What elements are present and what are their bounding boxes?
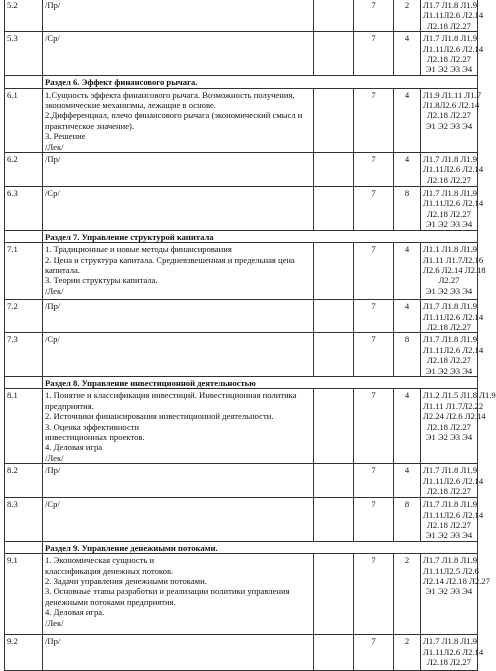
literature-line: Л1.7 Л1.8 Л1.9 [423,334,478,345]
content-line: 3. Решение [45,131,86,142]
empty-cell [314,243,354,300]
topic-number: 6.2 [5,153,43,187]
empty-cell [314,333,354,377]
topic-number: 5.2 [5,0,43,32]
literature-line: Э1 Э2 Э3 Э4 [425,120,473,131]
section-title: Раздел 8. Управление инвестиционной деятельностью [43,376,478,388]
topic-content [43,635,314,671]
literature-line: Л2.18 Л2.27 [427,20,471,31]
literature-line: Л2.27 [438,275,460,286]
hours-value: 4 [394,243,421,300]
content-line: 2. Задачи управления денежными потоками. [45,576,207,587]
literature-line: Л1.11 Л1.7Л2.16 [423,254,484,265]
content-line: 1. Экономическая сущность и [45,555,155,566]
topic-number: 9.1 [5,554,43,635]
literature-line: Л2.18 Л2.27 [427,321,471,332]
content-line: 3. Основные этапы разработки и реализации политики управления [45,586,290,597]
content-line: /Пр/ [45,636,61,647]
literature-refs [421,0,484,32]
topic-content [43,300,314,333]
semester-value: 7 [354,333,394,377]
content-line: капитала. [45,264,80,275]
literature-line: Л2.24 Л2.6 Л2.14 [423,411,486,422]
table-row [5,389,478,464]
literature-refs [421,333,484,377]
literature-line: Л2.18 Л2.27 [427,657,471,668]
empty-cell [314,300,354,333]
literature-line: Л1.11Л2.6 Л2.14 [423,198,484,209]
literature-refs [421,153,484,187]
literature-line: Л1.11Л2.6 Л2.14 [423,646,484,657]
empty-cell [314,32,354,76]
literature-refs [421,389,496,464]
literature-line: Л2.6 Л2.14 Л2.18 [423,264,486,275]
content-line: 4. Деловая игра [45,442,103,453]
table-row [5,635,478,671]
literature-line: Л1.7 Л1.8 Л1.9 [423,188,478,199]
literature-line: Л1.11Л2.5 Л2.6 [423,565,479,576]
literature-line: Л1.8Л2.6 Л2.14 [423,100,480,111]
literature-line: Л1.11Л2.6 Л2.14 [423,311,484,322]
table-row [5,300,478,333]
content-line: /Ср/ [45,499,60,510]
literature-line: Л2.18 Л2.27 [427,54,471,65]
literature-line: Э1 Э2 Э3 Э4 [425,530,473,541]
literature-refs [421,464,484,498]
content-line: /Ср/ [45,33,60,44]
literature-line: Л2.18 Л2.27 [427,110,471,121]
content-line: /Лек/ [45,141,64,152]
literature-line: Э1 Э2 Э3 Э4 [425,586,473,597]
empty-cell [314,187,354,231]
topic-number: 5.3 [5,32,43,76]
literature-line: Э1 Э2 Э3 Э4 [425,285,473,296]
literature-refs [421,243,486,300]
hours-value: 8 [394,333,421,377]
table-row [5,88,478,152]
table-row [5,333,478,377]
empty-cell [314,389,354,464]
literature-line: Л1.7 Л1.8 Л1.9 [423,33,478,44]
empty-cell [314,635,354,671]
content-line: /Лек/ [45,617,64,628]
semester-value: 7 [354,498,394,542]
table-row [5,187,478,231]
table-row [5,498,478,542]
topic-number: 8.3 [5,498,43,542]
topic-content [43,153,314,187]
content-line: /Пр/ [45,0,61,10]
topic-content [43,88,314,152]
literature-line: Л1.7 Л1.8 Л1.9 [423,636,478,647]
topic-number: 6.1 [5,88,43,152]
content-line: денежными потоками предприятия. [45,596,176,607]
semester-value: 7 [354,300,394,333]
semester-value: 7 [354,635,394,671]
empty-cell [314,464,354,498]
hours-value: 4 [394,464,421,498]
section-title: Раздел 6. Эффект финансового рычага. [43,76,478,88]
content-line: /Лек/ [45,285,64,296]
semester-value: 7 [354,153,394,187]
empty-cell [314,88,354,152]
section-number-cell [5,541,43,553]
topic-number: 8.1 [5,389,43,464]
literature-line: Л1.1 Л1.8 Л1.9 [423,244,478,255]
empty-cell [314,0,354,32]
content-line: 1. Традиционные и новые методы финансирования [45,244,232,255]
table-row [5,243,478,300]
table-body [5,0,496,671]
content-line: 3. Оценка эффективности [45,421,140,432]
section-number-cell [5,76,43,88]
hours-value: 4 [394,389,421,464]
topic-content [43,389,314,464]
literature-refs [421,32,484,76]
literature-line: Л1.11 Л1.7Л2.22 [423,400,484,411]
content-line: 2.Дифференциал, плечо финансового рычага (экономический смысл и [45,110,303,121]
content-line: инвестиционных проектов. [45,431,145,442]
table-row [5,153,478,187]
literature-line: Л2.14 Л2.18 Л2.27 [423,576,490,587]
semester-value: 7 [354,187,394,231]
content-line: 2. Цена и структура капитала. Средневзвешенная и предельная цена [45,254,295,265]
literature-refs [421,554,490,635]
literature-line: Л1.7 Л1.8 Л1.9 [423,154,478,165]
section-number-cell [5,376,43,388]
content-line: /Пр/ [45,154,61,165]
literature-line: Л2.18 Л2.27 [427,421,471,432]
content-line: 1. Понятие и классификация инвестиций. Инвестиционная политика [45,390,297,401]
topic-number: 7.2 [5,300,43,333]
topic-number: 7.1 [5,243,43,300]
hours-value: 4 [394,153,421,187]
semester-value: 7 [354,243,394,300]
literature-line: Л2.18 Л2.27 [427,520,471,530]
literature-refs [421,498,484,542]
literature-line: Э1 Э2 Э3 Э4 [425,431,473,442]
hours-value: 8 [394,498,421,542]
semester-value: 7 [354,389,394,464]
topic-number: 9.2 [5,635,43,671]
hours-value: 4 [394,300,421,333]
table-row [5,0,478,32]
literature-line: Л1.11Л2.6 Л2.14 [423,43,484,54]
literature-line: Л1.11Л2.6 Л2.14 [423,509,484,520]
content-line: /Ср/ [45,334,60,345]
literature-line: Л2.18 Л2.27 [427,208,471,219]
section-header-row [5,376,478,388]
hours-value: 2 [394,0,421,32]
literature-line: Л1.11Л2.6 Л2.14 [423,344,484,355]
literature-line: Л1.7 Л1.8 Л1.9 [423,0,478,10]
content-line: 1.Сущность эффекта финансового рычага. Возможность получения, [45,89,295,100]
table-row [5,464,478,498]
content-line: 4. Деловая игра. [45,607,105,618]
literature-line: Л1.11Л2.6 Л2.14 [423,164,484,175]
content-line: /Пр/ [45,301,61,312]
empty-cell [314,554,354,635]
section-header-row [5,541,478,553]
literature-line: Э1 Э2 Э3 Э4 [425,219,473,230]
empty-cell [314,498,354,542]
topic-number: 6.3 [5,187,43,231]
literature-line: Л1.11Л2.6 Л2.14 [423,475,484,486]
content-line: предприятия. [45,400,94,411]
topic-number: 8.2 [5,464,43,498]
literature-line: Л1.9 Л1.11 Л1.7 [423,89,481,100]
literature-line: Л2.18 Л2.27 [427,355,471,366]
hours-value: 2 [394,554,421,635]
literature-refs [421,635,484,671]
topic-content [43,464,314,498]
content-line: 3. Теории структуры капитала. [45,275,158,286]
semester-value: 7 [354,464,394,498]
semester-value: 7 [354,554,394,635]
hours-value: 4 [394,88,421,152]
topic-content [43,243,314,300]
topic-content [43,32,314,76]
section-header-row [5,230,478,242]
section-title: Раздел 9. Управление денежными потоками. [43,541,478,553]
topic-content [43,554,314,635]
literature-line: Л1.2 Л1.5 Л1.8 Л1.9 [423,390,496,401]
content-line: классификация денежных потоков. [45,565,174,576]
literature-refs [421,300,484,333]
topic-content [43,187,314,231]
literature-refs [421,187,484,231]
literature-line: Л1.11Л2.6 Л2.14 [423,10,484,21]
hours-value: 2 [394,635,421,671]
curriculum-table [4,0,496,671]
section-number-cell [5,230,43,242]
topic-number: 7.3 [5,333,43,377]
literature-line: Л1.7 Л1.8 Л1.9 [423,465,478,476]
content-line: /Пр/ [45,465,61,476]
literature-line: Л2.18 Л2.27 [427,174,471,185]
content-line: /Лек/ [45,452,64,463]
semester-value: 7 [354,32,394,76]
table-row [5,554,478,635]
content-line: 2. Источники финансирования инвестиционной деятельности. [45,411,274,422]
table-row [5,32,478,76]
literature-line: Л1.7 Л1.8 Л1.9 [423,301,478,312]
literature-line: Л1.7 Л1.8 Л1.9 [423,555,478,566]
content-line: экономические механизмы, лежащие в основе. [45,100,216,111]
hours-value: 4 [394,32,421,76]
content-line: практическое значение). [45,120,135,131]
topic-content [43,333,314,377]
hours-value: 8 [394,187,421,231]
semester-value: 7 [354,88,394,152]
topic-content [43,0,314,32]
literature-line: Л1.7 Л1.8 Л1.9 [423,499,478,510]
literature-line: Э1 Э2 Э3 Э4 [425,64,473,75]
content-line: /Ср/ [45,188,60,199]
section-header-row [5,76,478,88]
semester-value: 7 [354,0,394,32]
topic-content [43,498,314,542]
literature-line: Л2.18 Л2.27 [427,486,471,496]
empty-cell [314,153,354,187]
literature-refs [421,88,481,152]
section-title: Раздел 7. Управление структурой капитала [43,230,478,242]
literature-line: Э1 Э2 Э3 Э4 [425,365,473,376]
